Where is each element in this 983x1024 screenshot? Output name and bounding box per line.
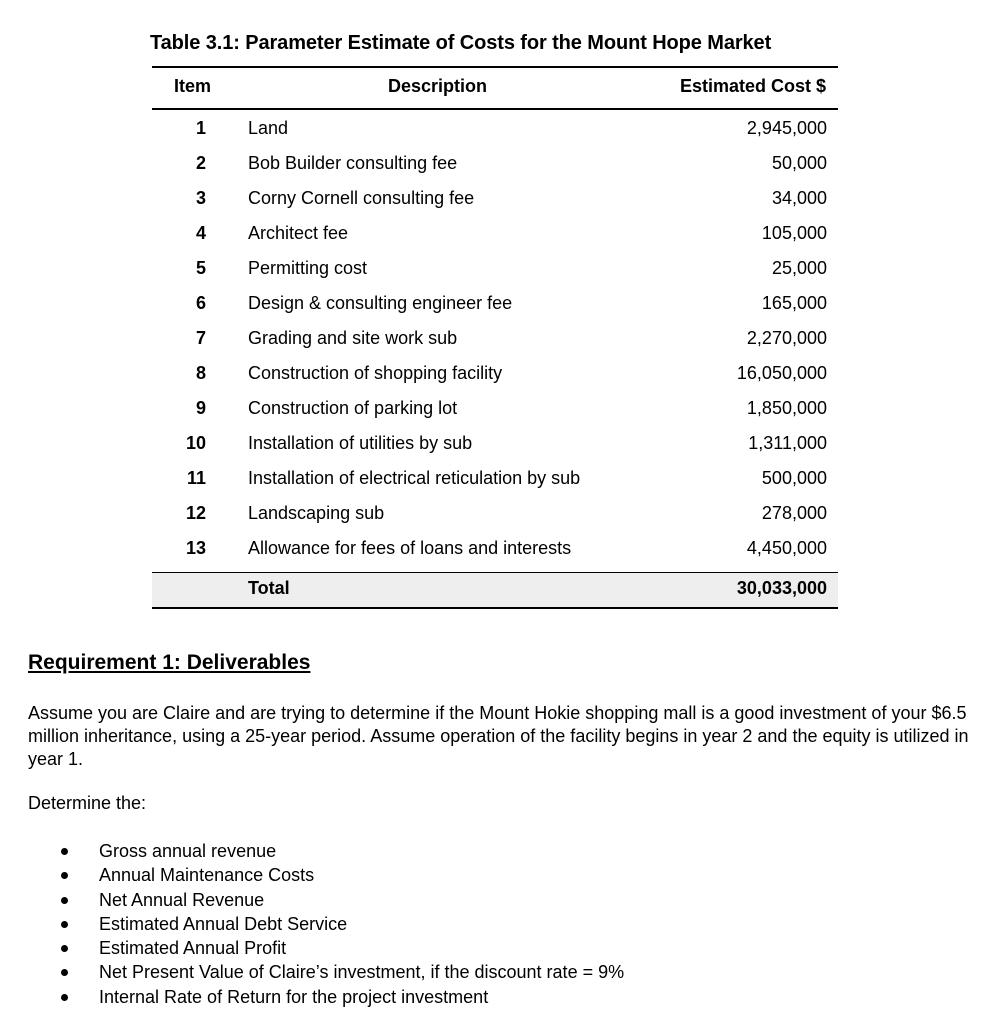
row-description: Corny Cornell consulting fee xyxy=(248,188,475,208)
total-label: Total xyxy=(248,578,290,598)
list-item xyxy=(0,912,624,936)
table-row xyxy=(152,252,838,287)
row-item-number: 8 xyxy=(195,363,206,383)
deliverables-list xyxy=(0,839,624,1009)
list-item-text: Estimated Annual Profit xyxy=(99,938,287,959)
row-item-number: 5 xyxy=(195,258,206,278)
list-item-text: Internal Rate of Return for the project investment xyxy=(99,986,489,1007)
row-item-number: 11 xyxy=(186,468,206,488)
row-item-number: 2 xyxy=(195,153,206,173)
table-row xyxy=(152,427,838,462)
list-item-text: Annual Maintenance Costs xyxy=(99,865,315,886)
requirement-paragraph: Assume you are Claire and are trying to determine if the Mount Hokie shopping mall is a good investment of your $6.5 million inheritance, using a 25-year period. Assume operation of the facility begins in year 2 and the equity is utilized in year 1. xyxy=(28,703,969,769)
table-row xyxy=(152,532,838,567)
row-cost: 50,000 xyxy=(771,153,827,173)
bullet-icon xyxy=(61,945,68,952)
list-item-text: Estimated Annual Debt Service xyxy=(99,913,348,934)
row-item-number: 9 xyxy=(195,398,206,418)
list-item xyxy=(0,888,624,912)
row-cost: 105,000 xyxy=(761,223,827,243)
row-description: Installation of utilities by sub xyxy=(248,433,473,453)
cost-table xyxy=(152,66,838,609)
table-title: Table 3.1: Parameter Estimate of Costs for the Mount Hope Market xyxy=(150,32,772,54)
list-item xyxy=(0,863,624,887)
row-description: Permitting cost xyxy=(248,258,368,278)
header-item: Item xyxy=(174,76,212,96)
row-cost: 2,945,000 xyxy=(746,118,827,138)
table-row xyxy=(152,112,838,147)
row-cost: 25,000 xyxy=(771,258,827,278)
table-row xyxy=(152,497,838,532)
table-row xyxy=(152,462,838,497)
row-cost: 500,000 xyxy=(761,468,827,488)
table-row xyxy=(152,147,838,182)
bullet-icon xyxy=(61,897,68,904)
row-item-number: 7 xyxy=(195,328,206,348)
row-description: Architect fee xyxy=(248,223,349,243)
table-row xyxy=(152,322,838,357)
list-item xyxy=(0,960,624,984)
header-description: Description xyxy=(388,76,488,96)
total-row xyxy=(152,572,838,609)
row-item-number: 4 xyxy=(195,223,206,243)
row-item-number: 10 xyxy=(185,433,206,453)
row-cost: 165,000 xyxy=(761,293,827,313)
bullet-icon xyxy=(61,848,68,855)
table-header xyxy=(152,66,838,110)
row-cost: 16,050,000 xyxy=(736,363,827,383)
row-cost: 1,311,000 xyxy=(748,433,827,453)
row-item-number: 6 xyxy=(195,293,206,313)
table-row xyxy=(152,182,838,217)
total-value: 30,033,000 xyxy=(736,578,827,598)
row-description: Landscaping sub xyxy=(248,503,385,523)
table-body xyxy=(152,112,838,567)
row-description: Installation of electrical reticulation by sub xyxy=(248,468,581,488)
table-row xyxy=(152,287,838,322)
row-item-number: 3 xyxy=(195,188,206,208)
table-row xyxy=(152,217,838,252)
list-item-text: Gross annual revenue xyxy=(99,841,277,861)
bullet-icon xyxy=(61,921,68,928)
row-cost: 2,270,000 xyxy=(746,328,827,348)
row-description: Allowance for fees of loans and interests xyxy=(248,538,572,558)
row-cost: 278,000 xyxy=(761,503,827,523)
row-item-number: 12 xyxy=(185,503,206,523)
row-item-number: 13 xyxy=(185,538,206,558)
row-description: Grading and site work sub xyxy=(248,328,458,348)
row-description: Design & consulting engineer fee xyxy=(248,293,513,313)
determine-label: Determine the: xyxy=(28,793,147,813)
row-cost: 34,000 xyxy=(771,188,827,208)
header-estimated-cost: Estimated Cost $ xyxy=(679,76,826,96)
table-row xyxy=(152,392,838,427)
list-item-text: Net Annual Revenue xyxy=(99,889,265,910)
row-item-number: 1 xyxy=(195,118,206,138)
row-description: Land xyxy=(248,118,289,138)
row-cost: 4,450,000 xyxy=(746,538,827,558)
row-description: Construction of shopping facility xyxy=(248,363,503,383)
bullet-icon xyxy=(61,969,68,976)
bullet-icon xyxy=(61,872,68,879)
list-item xyxy=(0,985,624,1009)
row-description: Bob Builder consulting fee xyxy=(248,153,458,173)
row-cost: 1,850,000 xyxy=(746,398,827,418)
list-item-text: Net Present Value of Claire’s investment, if the discount rate = 9% xyxy=(99,962,625,983)
row-description: Construction of parking lot xyxy=(248,398,458,418)
list-item xyxy=(0,839,624,863)
bullet-icon xyxy=(61,994,68,1001)
table-row xyxy=(152,357,838,392)
requirement-heading: Requirement 1: Deliverables xyxy=(28,651,311,674)
list-item xyxy=(0,936,624,960)
